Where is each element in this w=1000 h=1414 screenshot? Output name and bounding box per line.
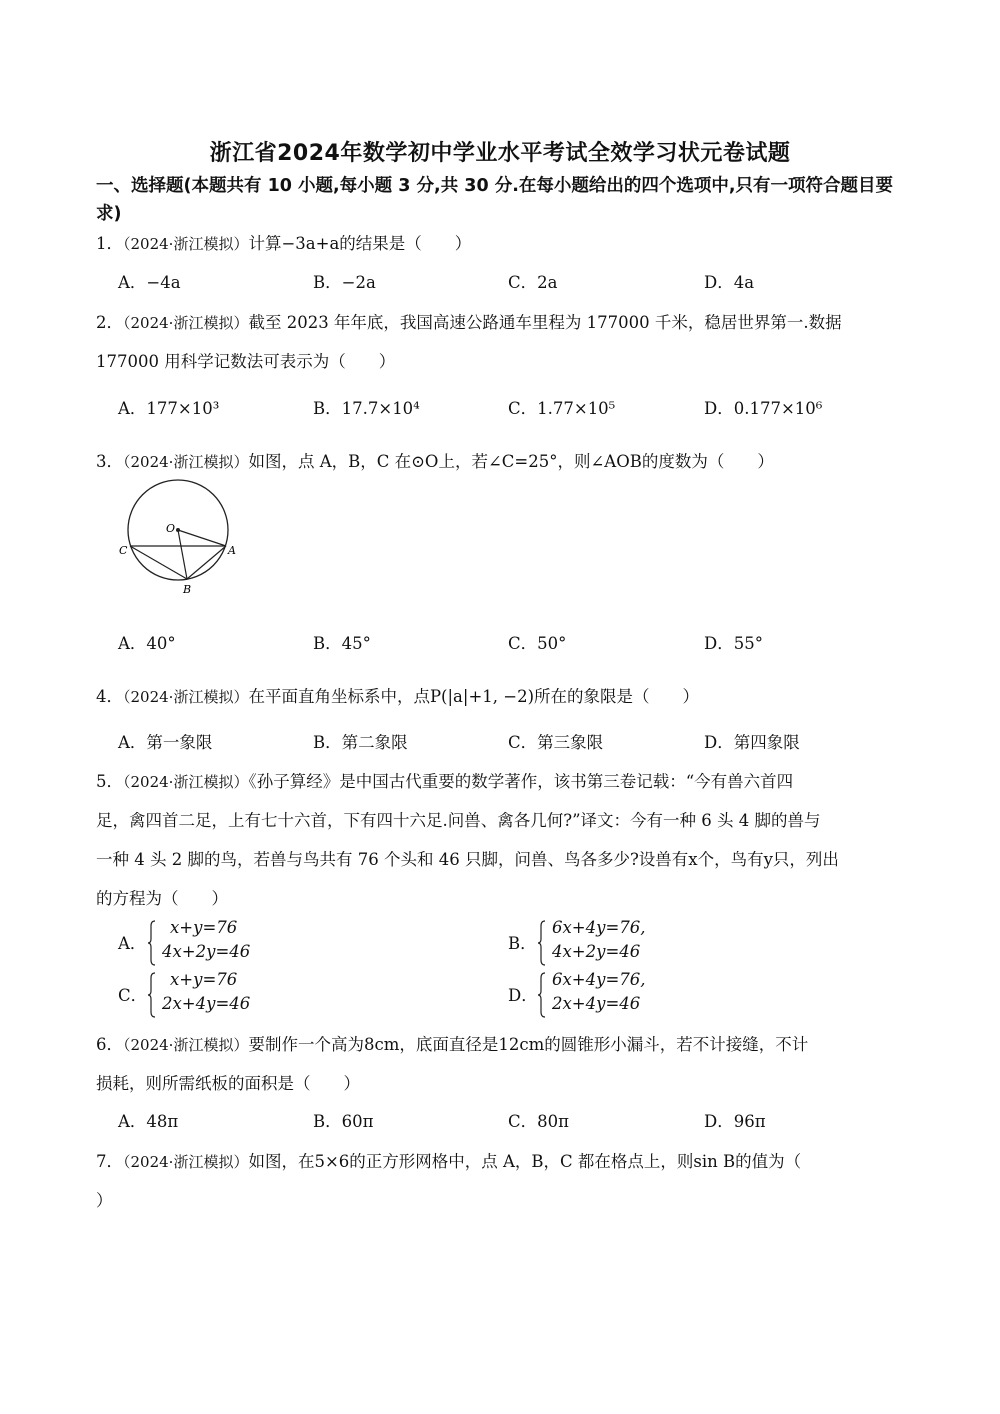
question-number: 5．	[96, 772, 123, 791]
section-heading: 一、选择题(本题共有 10 小题,每小题 3 分,共 30 分.在每小题给出的四个选项中,只有一项符合题目要求)	[96, 176, 894, 224]
question-5-line-3: 一种 4 头 2 脚的鸟，若兽与鸟共有 76 个头和 46 只脚，问兽、鸟各多少?设兽有x个，鸟有y只，列出	[96, 850, 839, 869]
q2-option-a: A．177×10³	[118, 399, 220, 418]
equation-2: 4x+2y=46	[162, 942, 251, 961]
equation-1: 6x+4y=76,	[552, 918, 646, 937]
question-3	[96, 448, 774, 472]
question-source: （2024·浙江模拟）	[123, 453, 249, 471]
label-o: O	[166, 522, 176, 535]
question-5	[96, 768, 793, 792]
q3-option-c: C．50°	[508, 634, 567, 653]
question-6	[96, 1031, 808, 1055]
equation-1: x+y=76	[170, 918, 238, 937]
q3-option-b: B．45°	[313, 634, 371, 653]
option-label: C．	[118, 986, 148, 1005]
q3-option-a: A．40°	[118, 634, 176, 653]
segment-ab	[187, 546, 226, 579]
question-source: （2024·浙江模拟）	[123, 773, 249, 791]
question-source: （2024·浙江模拟）	[123, 688, 249, 706]
question-5-line-2: 足，禽四首二足，上有七十六首，下有四十六足.问兽、禽各几何?”译文：今有一种 6 头 4 脚的兽与	[96, 811, 821, 830]
equation-1: x+y=76	[170, 970, 238, 989]
question-6-continued: 损耗，则所需纸板的面积是（ ）	[96, 1074, 360, 1093]
question-source: （2024·浙江模拟）	[123, 1153, 249, 1171]
q2-option-c: C．1.77×10⁵	[508, 399, 616, 418]
center-point	[176, 528, 180, 532]
option-label: D．	[508, 986, 538, 1005]
q6-option-c: C．80π	[508, 1112, 569, 1131]
q5-option-b	[508, 920, 768, 968]
q6-option-a: A．48π	[118, 1112, 179, 1131]
q4-option-a: A．第一象限	[118, 733, 213, 752]
question-number: 7．	[96, 1152, 123, 1171]
brace-icon	[538, 972, 546, 1018]
q6-option-d: D．96π	[704, 1112, 766, 1131]
question-7	[96, 1148, 801, 1172]
q5-option-c	[118, 972, 378, 1020]
label-b: B	[183, 583, 192, 596]
q3-option-d: D．55°	[704, 634, 763, 653]
brace-icon	[538, 920, 546, 966]
question-number: 6．	[96, 1035, 123, 1054]
page-title: 浙江省2024年数学初中学业水平考试全效学习状元卷试题	[209, 141, 791, 166]
question-text: 截至 2023 年年底，我国高速公路通车里程为 177000 千米，稳居世界第一.数据	[248, 313, 842, 332]
question-2-continued: 177000 用科学记数法可表示为（ ）	[96, 352, 396, 371]
q4-option-b: B．第二象限	[313, 733, 408, 752]
q1-option-c: C．2a	[508, 273, 558, 292]
question-text: 要制作一个高为8cm，底面直径是12cm的圆锥形小漏斗，若不计接缝，不计	[248, 1035, 809, 1054]
question-source: （2024·浙江模拟）	[123, 235, 249, 253]
question-7-continued: ）	[96, 1191, 113, 1210]
q5-option-a	[118, 920, 378, 968]
question-text: 计算−3a+a的结果是（ ）	[248, 234, 472, 253]
equation-1: 6x+4y=76,	[552, 970, 646, 989]
question-source: （2024·浙江模拟）	[123, 1036, 249, 1054]
circle-figure	[110, 475, 250, 600]
brace-icon	[148, 920, 156, 966]
segment-oa	[178, 530, 226, 546]
question-source: （2024·浙江模拟）	[123, 314, 249, 332]
q1-option-d: D．4a	[704, 273, 755, 292]
question-2	[96, 309, 842, 333]
question-1	[96, 230, 471, 254]
q2-option-d: D．0.177×10⁶	[704, 399, 823, 418]
question-4	[96, 683, 699, 707]
question-number: 2．	[96, 313, 123, 332]
label-c: C	[119, 544, 128, 557]
q2-option-b: B．17.7×10⁴	[313, 399, 420, 418]
q5-option-d	[508, 972, 768, 1020]
question-number: 4．	[96, 687, 123, 706]
q4-option-c: C．第三象限	[508, 733, 604, 752]
label-a: A	[228, 544, 236, 557]
q1-option-b: B．−2a	[313, 273, 376, 292]
brace-icon	[148, 972, 156, 1018]
question-5-line-4: 的方程为（ ）	[96, 889, 228, 908]
question-text: 如图，点 A，B，C 在⊙O上，若∠C=25°，则∠AOB的度数为（ ）	[248, 452, 774, 471]
question-text: 如图，在5×6的正方形网格中，点 A，B，C 都在格点上，则sin B的值为（	[248, 1152, 802, 1171]
question-text: 在平面直角坐标系中，点P(|a|+1, −2)所在的象限是（ ）	[248, 687, 700, 706]
equation-2: 2x+4y=46	[552, 994, 641, 1013]
question-number: 1．	[96, 234, 123, 253]
q1-option-a: A．−4a	[118, 273, 181, 292]
segment-cb	[130, 546, 187, 579]
q4-option-d: D．第四象限	[704, 733, 800, 752]
equation-2: 2x+4y=46	[162, 994, 251, 1013]
segment-ob	[178, 530, 187, 579]
option-label: B．	[508, 934, 537, 953]
option-label: A．	[118, 934, 147, 953]
equation-2: 4x+2y=46	[552, 942, 641, 961]
question-text: 《孙子算经》是中国古代重要的数学著作，该书第三卷记载：“今有兽六首四	[248, 772, 794, 791]
question-number: 3．	[96, 452, 123, 471]
q6-option-b: B．60π	[313, 1112, 374, 1131]
